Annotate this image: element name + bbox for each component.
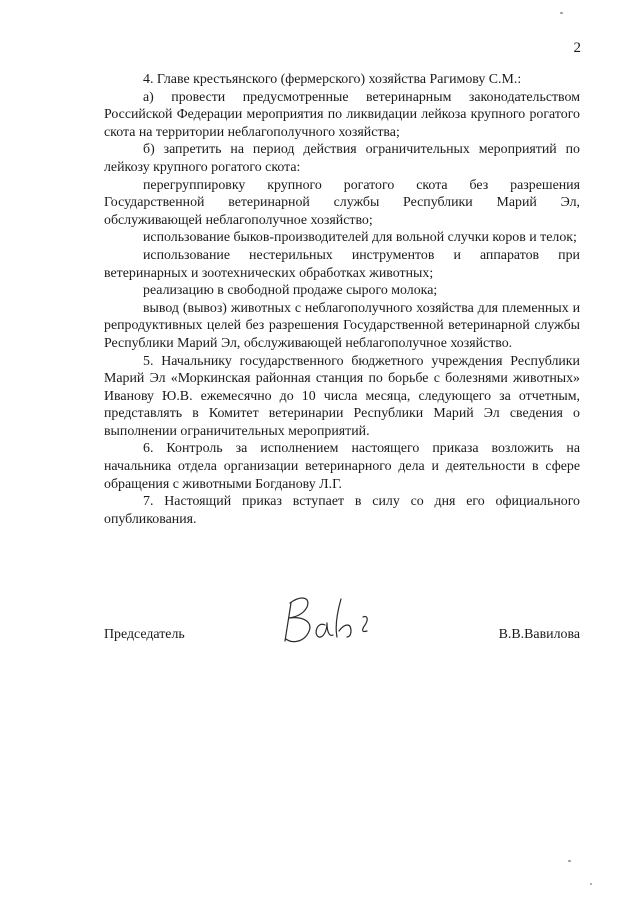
paragraph-regrouping: перегруппировку крупного рогатого скота без разрешения Государственной ветеринарной службы Республики Марий Эл, обслуживающей неблагополучное хозяйство; [104,177,580,228]
paragraph-item-4b: б) запретить на период действия ограничительных мероприятий по лейкозу крупного рогатого скота: [104,142,580,175]
paragraph-item-4a: а) провести предусмотренные ветеринарным законодательством Российской Федерации мероприятия по ликвидации лейкоза крупного рогатого скота на территории неблагополучного хозяйства; [104,89,580,140]
paragraph-bulls: использование быков-производителей для вольной случки коров и телок; [143,230,577,246]
paragraph-item-6: 6. Контроль за исполнением настоящего приказа возложить на начальника отдела организации ветеринарного дела и деятельности в сфере обращения с животными Богданову Л.Г. [104,441,580,492]
handwritten-signature [281,591,377,647]
paragraph-item-7: 7. Настоящий приказ вступает в силу со дня его официального опубликования. [104,494,580,527]
paragraph-milk: реализацию в свободной продаже сырого молока; [143,283,438,299]
paragraph-export: вывод (вывоз) животных с неблагополучного хозяйства для племенных и репродуктивных целей без разрешения Государственной ветеринарной службы Республики Марий Эл, обслуживающей неблагополучное хозяйство. [104,300,580,351]
page-number: 2 [573,40,581,56]
scan-speck [560,12,563,14]
scan-speck [568,860,571,862]
signatory-name: В.В.Вавилова [498,627,580,642]
paragraph-instruments: использование нестерильных инструментов и аппаратов при ветеринарных и зоотехнических обработках животных; [104,247,580,281]
paragraph-item-5: 5. Начальнику государственного бюджетного учреждения Республики Марий Эл «Моркинская районная станция по борьбе с болезнями животных» Иванову Ю.В. ежемесячно до 10 числа месяца, следующего за отчетным, представлять в Комитет ветеринарии Республики Марий Эл сведения о выполнении ограничительных мероприятий. [104,353,580,439]
signature-block [104,591,580,661]
paragraph-item-4: 4. Главе крестьянского (фермерского) хозяйства Рагимову С.М.: [143,72,522,87]
signatory-title: Председатель [104,627,185,642]
scan-speck [590,883,592,885]
document-body [104,71,580,528]
